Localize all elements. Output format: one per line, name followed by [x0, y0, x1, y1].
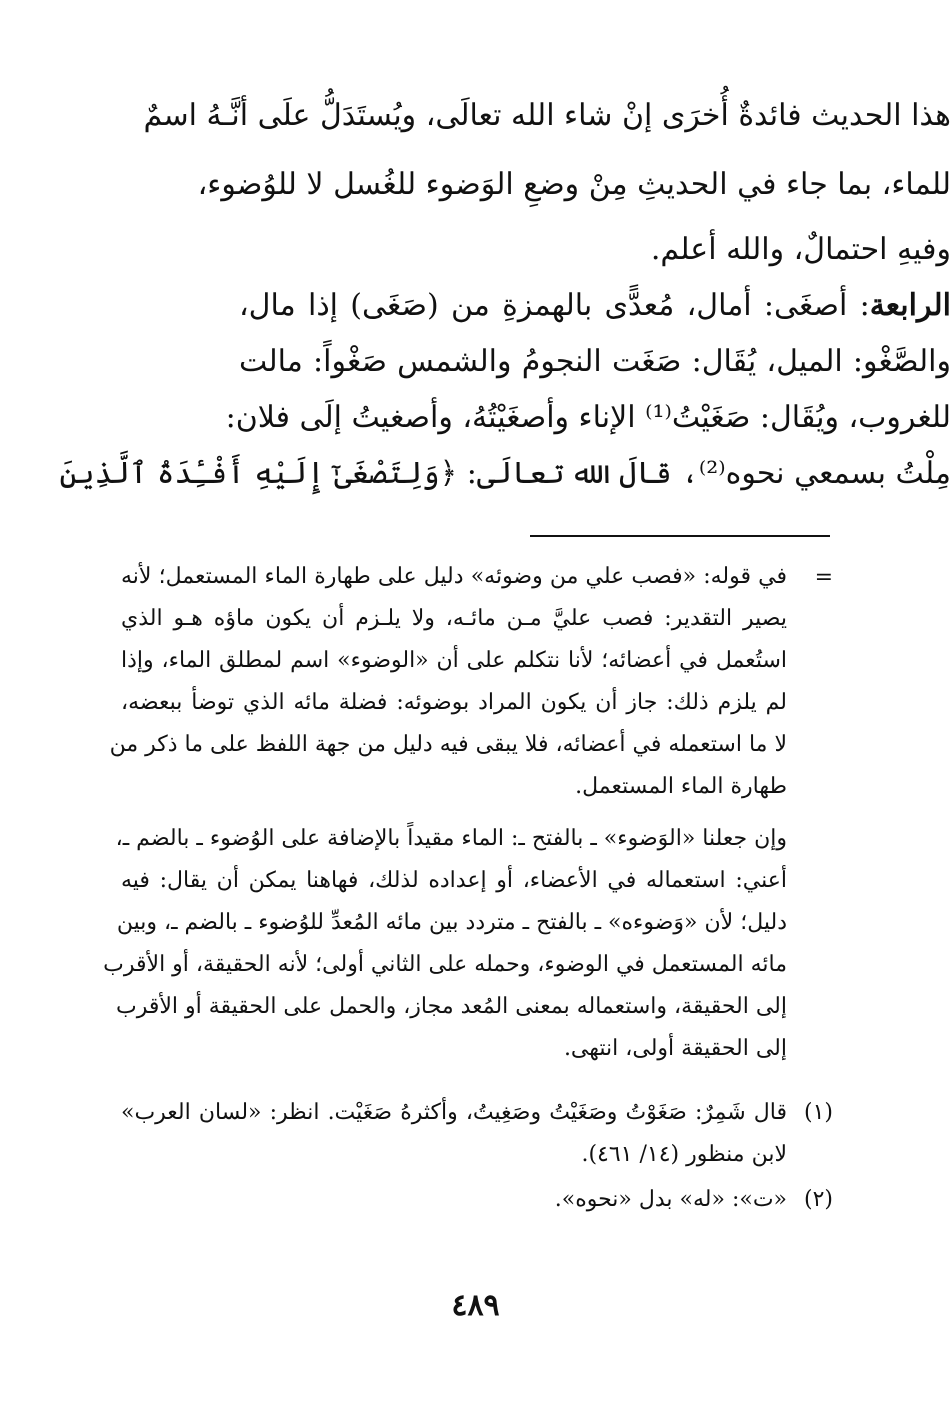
- footnote-line: أعني: استعماله في الأعضاء، أو إعداده لذلك، فهاهنا يمكن أن يقال: فيه: [121, 868, 787, 893]
- footnote-line: استُعمل في أعضائه؛ لأنا نتكلم على أن «الوضوء» اسم لمطلق الماء، وإذا: [121, 648, 787, 673]
- main-line-3: وفيهِ احتمالٌ، والله أعلم.: [650, 232, 951, 267]
- paragraph-heading-rest: : أصغَى: أمال، مُعدًّى بالهمزةِ من (صَغَى) إذا مال،: [239, 288, 870, 323]
- footnote-line: يصير التقدير: فصب عليَّ مـن مائـه، ولا يلـزم أن يكون ماؤه هـو الذي: [121, 606, 787, 631]
- footnote-line: لا ما استعمله في أعضائه، فلا يبقى فيه دليل من جهة اللفظ على ما ذكر من: [109, 732, 787, 757]
- footnote-line: دليل؛ لأن «وَضوءه» ـ بالفتح ـ متردد بين مائه المُعدِّ للوُضوء ـ بالضم ـ، وبين: [116, 910, 787, 935]
- footnote-1-marker: (١): [803, 1100, 833, 1125]
- page-number: ٤٨٩: [451, 1288, 500, 1323]
- main-line-5: والصَّغْو: الميل، يُقَال: صَغَت النجومُ والشمس صَغْواً: مالت: [239, 344, 951, 379]
- footnote-line: في قوله: «فصب علي من وضوئه» دليل على طهارة الماء المستعمل؛ لأنه: [121, 564, 787, 589]
- footnote-1-line: قال شَمِرٌ: صَغَوْتُ وصَغَيْتُ وصَغِيتُ، وأكثرهُ صَغَيْت. انظر: «لسان العرب»: [121, 1100, 787, 1125]
- footnote-2-marker: (٢): [803, 1187, 833, 1212]
- footnote-2-line: «ت»: «له» بدل «نحوه».: [554, 1187, 787, 1212]
- footnote-line: إلى الحقيقة، واستعماله بمعنى المُعد مجاز، والحمل على الحقيقة أو الأقرب: [115, 994, 787, 1019]
- main-line-7: مِلْتُ بسمعي نحوه⁽²⁾، قالَ الله تعالَى: ﴿وَلِتَصْغَىٰٓ إِلَيْهِ أَفْـِٔدَةُ ٱلَّذِينَ: [59, 456, 951, 491]
- main-line-4: [239, 286, 951, 326]
- footnote-line: طهارة الماء المستعمل.: [575, 774, 787, 799]
- paragraph-heading: الرابعة: [869, 288, 951, 323]
- main-line-2: للماء، بما جاء في الحديثِ مِنْ وضعِ الوَضوء للغُسل لا للوُضوء،: [197, 167, 951, 202]
- footnote-line: لم يلزم ذلك: جاز أن يكون المراد بوضوئه: فضلة مائه الذي توضأ ببعضه،: [121, 690, 787, 715]
- footnote-separator: [530, 535, 830, 537]
- footnote-1-line: لابن منظور (١٤/ ٤٦١).: [581, 1142, 787, 1167]
- main-line-6: للغروب، ويُقَال: صَغَيْتُ⁽¹⁾ الإناء وأصغَيْتُهُ، وأصغيتُ إلَى فلان:: [225, 400, 951, 435]
- footnote-line: إلى الحقيقة أولى، انتهى.: [563, 1036, 787, 1061]
- footnote-line: مائه المستعمل في الوضوء، وحمله على الثاني أولى؛ لأنه الحقيقة، أو الأقرب: [103, 952, 787, 977]
- footnote-line: وإن جعلنا «الوَضوء» ـ بالفتح ـ: الماء مقيداً بالإضافة على الوُضوء ـ بالضم ـ،: [115, 826, 787, 851]
- footnote-continuation-marker: =: [814, 565, 833, 590]
- main-line-1: هذا الحديث فائدةٌ أُخرَى إنْ شاء الله تعالَى، ويُستَدَلُّ علَى أنَّـهُ اسمٌ: [143, 98, 951, 133]
